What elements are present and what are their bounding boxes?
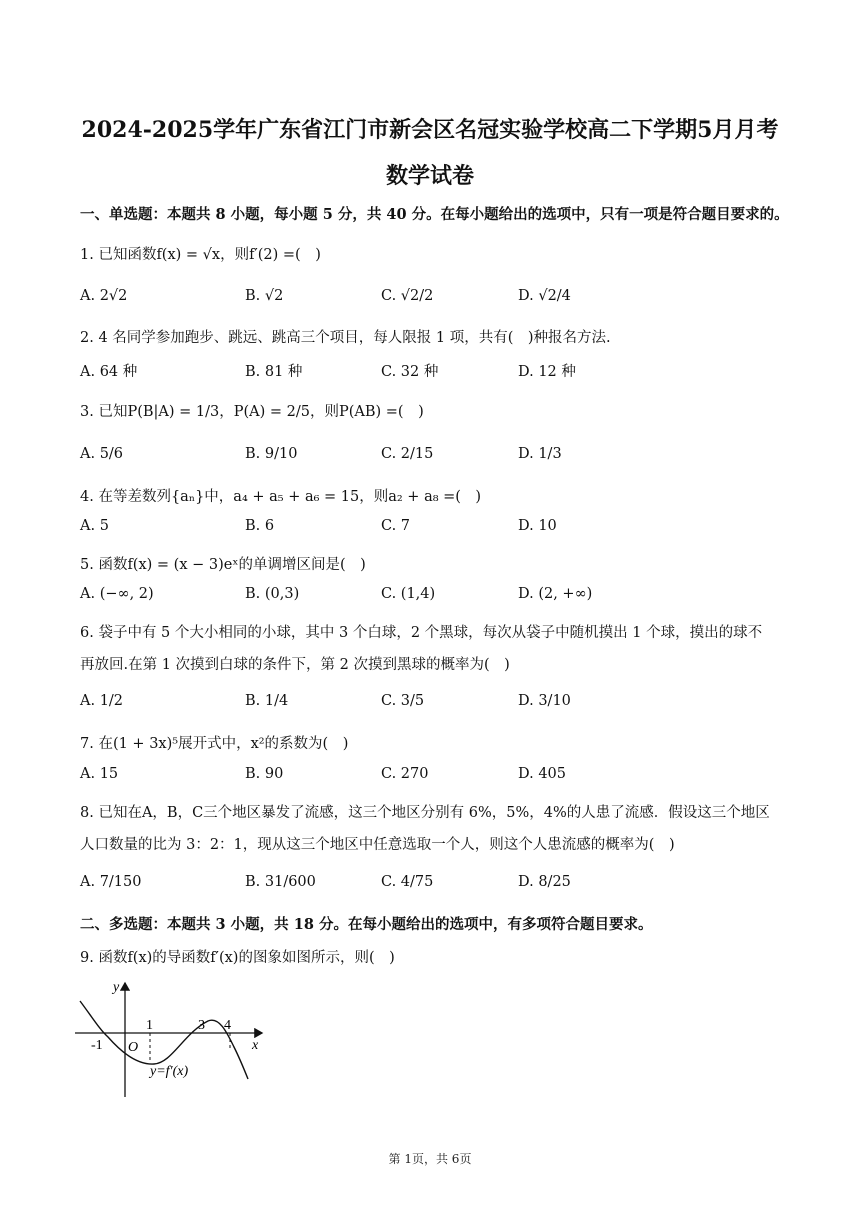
section-single-choice-heading: 一、单选题：本题共 8 小题，每小题 5 分，共 40 分。在每小题给出的选项中，只有一项是符合题目要求的。 [80, 206, 789, 223]
question-1-option-b: B. √2 [245, 288, 284, 304]
question-2-stem: 2. 4 名同学参加跑步、跳远、跳高三个项目，每人限报 1 项，共有( )种报名方法. [80, 330, 611, 346]
x-axis-label: x [252, 1038, 259, 1053]
question-6-stem-line2: 再放回.在第 1 次摸到白球的条件下，第 2 次摸到黑球的概率为( ) [80, 657, 510, 673]
question-1-option-d: D. √2/4 [518, 288, 571, 304]
tick-label-4: 4 [224, 1018, 231, 1033]
question-6-option-d: D. 3/10 [518, 693, 571, 709]
section-multi-choice-heading: 二、多选题：本题共 3 小题，共 18 分。在每小题给出的选项中，有多项符合题目要求。 [80, 916, 653, 933]
tick-label-3: 3 [198, 1018, 205, 1033]
question-8-option-a: A. 7/150 [80, 874, 142, 890]
page-footer: 第 1页，共 6页 [388, 1152, 472, 1166]
origin-label: O [128, 1040, 139, 1055]
question-2-option-d: D. 12 种 [518, 364, 576, 380]
question-8-stem-line2: 人口数量的比为 3：2：1，现从这三个地区中任意选取一个人，则这个人患流感的概率为( ) [80, 837, 675, 853]
derivative-graph [70, 975, 280, 1105]
question-4-option-c: C. 7 [381, 518, 411, 534]
question-6-option-a: A. 1/2 [80, 693, 124, 709]
question-6-stem: 6. 袋子中有 5 个大小相同的小球，其中 3 个白球，2 个黑球，每次从袋子中随机摸出 1 个球，摸出的球不 [80, 625, 763, 641]
question-4-option-a: A. 5 [80, 518, 109, 534]
question-2-option-b: B. 81 种 [245, 364, 303, 380]
question-3-option-c: C. 2/15 [381, 446, 434, 462]
curve-label: y=f′(x) [150, 1064, 189, 1079]
question-4-option-b: B. 6 [245, 518, 275, 534]
question-7-option-d: D. 405 [518, 766, 567, 782]
question-5-option-c: C. (1,4) [381, 586, 436, 602]
question-4-stem: 4. 在等差数列{aₙ}中，a₄ + a₅ + a₆ = 15，则a₂ + a₈ =( ) [80, 489, 482, 505]
question-3-option-a: A. 5/6 [80, 446, 124, 462]
question-5-option-a: A. (−∞, 2) [80, 586, 154, 602]
y-axis-label: y [113, 980, 120, 995]
question-7-stem: 7. 在(1 + 3x)⁵展开式中，x²的系数为( ) [80, 736, 349, 752]
question-4-option-d: D. 10 [518, 518, 557, 534]
page-title-line2: 数学试卷 [385, 163, 474, 189]
question-7-option-b: B. 90 [245, 766, 284, 782]
question-3-option-d: D. 1/3 [518, 446, 562, 462]
question-8-option-c: C. 4/75 [381, 874, 434, 890]
page-title-line1: 2024-2025学年广东省江门市新会区名冠实验学校高二下学期5月月考 [81, 117, 779, 143]
question-3-stem: 3. 已知P(B|A) = 1/3，P(A) = 2/5，则P(AB) =( ) [80, 404, 424, 420]
question-5-stem: 5. 函数f(x) = (x − 3)eˣ的单调增区间是( ) [80, 557, 366, 573]
question-2-option-a: A. 64 种 [80, 364, 138, 380]
question-3-option-b: B. 9/10 [245, 446, 298, 462]
tick-label-1: 1 [146, 1018, 153, 1033]
question-8-stem: 8. 已知在A，B，C三个地区暴发了流感，这三个地区分别有 6%，5%，4%的人患了流感．假设这三个地区 [80, 805, 770, 821]
question-6-option-b: B. 1/4 [245, 693, 289, 709]
question-6-option-c: C. 3/5 [381, 693, 425, 709]
question-1-option-c: C. √2/2 [381, 288, 434, 304]
question-5-option-b: B. (0,3) [245, 586, 300, 602]
question-5-option-d: D. (2, +∞) [518, 586, 593, 602]
question-1-stem: 1. 已知函数f(x) = √x，则f′(2) =( ) [80, 247, 321, 263]
question-1-option-a: A. 2√2 [80, 288, 128, 304]
derivative-graph-figure [70, 975, 280, 1105]
question-8-option-d: D. 8/25 [518, 874, 571, 890]
question-2-option-c: C. 32 种 [381, 364, 439, 380]
question-9-stem: 9. 函数f(x)的导函数f′(x)的图象如图所示，则( ) [80, 950, 395, 966]
question-7-option-a: A. 15 [80, 766, 119, 782]
question-7-option-c: C. 270 [381, 766, 429, 782]
tick-label-neg1: -1 [91, 1038, 103, 1053]
question-8-option-b: B. 31/600 [245, 874, 316, 890]
